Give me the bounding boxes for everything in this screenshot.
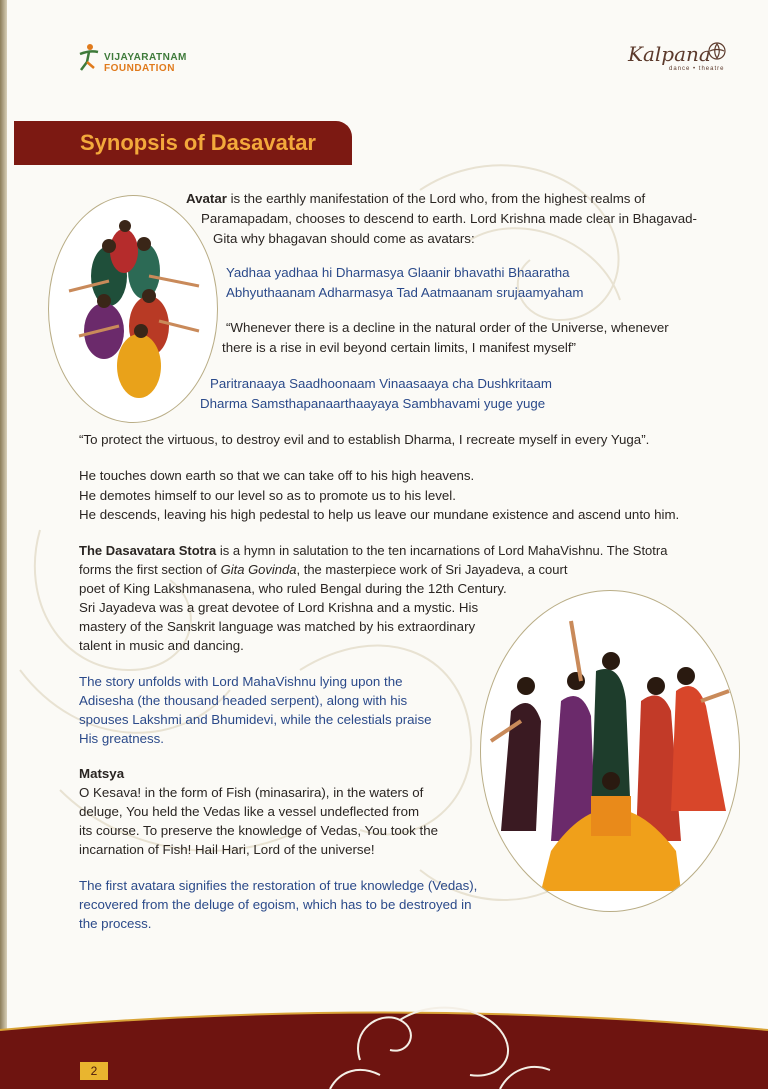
dancers-photo-oval-bottom — [480, 590, 740, 912]
kalpana-logo — [624, 36, 734, 76]
verse1-line-2: Abhyuthaanam Adharmasya Tad Aatmaanam srujaamyaham — [226, 285, 584, 300]
dancers-photo-oval-top — [48, 195, 218, 423]
story-line-1: The story unfolds with Lord MahaVishnu lying upon the — [79, 674, 403, 689]
intro-line-1-text: is the earthly manifestation of the Lord who, from the highest realms of — [226, 191, 646, 206]
verse1-line-1: Yadhaa yadhaa hi Dharmasya Glaanir bhavathi Bhaaratha — [226, 265, 570, 280]
intro-line-1 — [186, 190, 645, 208]
descends-line-1: He touches down earth so that we can take off to his high heavens. — [79, 468, 475, 483]
significance-line-1: The first avatara signifies the restoration of true knowledge (Vedas), — [79, 878, 478, 893]
stotra-line-6: talent in music and dancing. — [79, 638, 244, 653]
intro-line-3: Gita why bhagavan should come as avatars: — [213, 231, 475, 246]
footer-wave-band — [0, 1000, 768, 1089]
significance-line-3: the process. — [79, 916, 152, 931]
dancers-group-illustration — [49, 196, 217, 422]
gita-govinda-title: Gita Govinda — [220, 562, 297, 577]
matsya-heading: Matsya — [79, 766, 125, 781]
vijayaratnam-foundation-logo — [76, 42, 206, 74]
matsya-line-4: incarnation of Fish! Hail Hari, Lord of the universe! — [79, 842, 375, 857]
stotra-line-2-b: , the masterpiece work of Sri Jayadeva, a court — [296, 562, 568, 577]
stotra-line-2 — [79, 561, 567, 579]
matsya-line-2: deluge, You held the Vedas like a vessel undeflected from — [79, 804, 420, 819]
title-banner — [14, 121, 352, 165]
translation1-line-2: there is a rise in evil beyond certain limits, I manifest myself” — [222, 340, 576, 355]
page-number: 2 — [80, 1062, 108, 1080]
kalpana-logo-text: Kalpana — [628, 42, 711, 66]
significance-line-2: recovered from the deluge of egoism, which has to be destroyed in — [79, 897, 472, 912]
binding-edge — [0, 0, 7, 1089]
lotus-emblem-icon — [706, 40, 728, 62]
descends-line-2: He demotes himself to our level so as to promote us to his level. — [79, 488, 456, 503]
stotra-line-3: poet of King Lakshmanasena, who ruled Bengal during the 12th Century. — [79, 581, 507, 596]
intro-line-2: Paramapadam, chooses to descend to earth. Lord Krishna made clear in Bhagavad- — [201, 211, 697, 226]
stotra-line-1-text: is a hymn in salutation to the ten incarnations of Lord MahaVishnu. The Stotra — [216, 543, 668, 558]
translation1-line-1: “Whenever there is a decline in the natural order of the Universe, whenever — [226, 320, 669, 335]
stotra-line-1 — [79, 542, 667, 560]
stotra-line-5: mastery of the Sanskrit language was matched by his extraordinary — [79, 619, 476, 634]
story-line-4: His greatness. — [79, 731, 164, 746]
story-line-3: spouses Lakshmi and Bhumidevi, while the celestials praise — [79, 712, 432, 727]
stotra-line-2-a: forms the first section of — [79, 562, 221, 577]
story-line-2: Adisesha (the thousand headed serpent), along with his — [79, 693, 408, 708]
logo-line-vijayaratnam: VIJAYARATNAM — [104, 52, 187, 63]
matsya-line-1: O Kesava! in the form of Fish (minasarira), in the waters of — [79, 785, 424, 800]
descends-line-3: He descends, leaving his high pedestal to help us leave our mundane existence and ascend unto him. — [79, 507, 680, 522]
dancers-group-seated-illustration — [481, 591, 739, 911]
stotra-line-4: Sri Jayadeva was a great devotee of Lord Krishna and a mystic. His — [79, 600, 479, 615]
avatar-term: Avatar — [186, 191, 227, 206]
translation2: “To protect the virtuous, to destroy evil and to establish Dharma, I recreate myself in every Yuga”. — [79, 432, 650, 447]
verse2-line-1: Paritranaaya Saadhoonaam Vinaasaaya cha Dushkritaam — [210, 376, 552, 391]
logo-line-foundation: FOUNDATION — [104, 63, 175, 74]
verse2-line-2: Dharma Samsthapanaarthaayaya Sambhavami yuge yuge — [200, 396, 546, 411]
leaping-figure-logo-icon — [76, 42, 102, 74]
page-title: Synopsis of Dasavatar — [80, 130, 316, 155]
stotra-term: The Dasavatara Stotra — [79, 543, 217, 558]
kalpana-logo-subtitle: dance • theatre — [669, 66, 725, 72]
matsya-line-3: its course. To preserve the knowledge of Vedas, You took the — [79, 823, 439, 838]
